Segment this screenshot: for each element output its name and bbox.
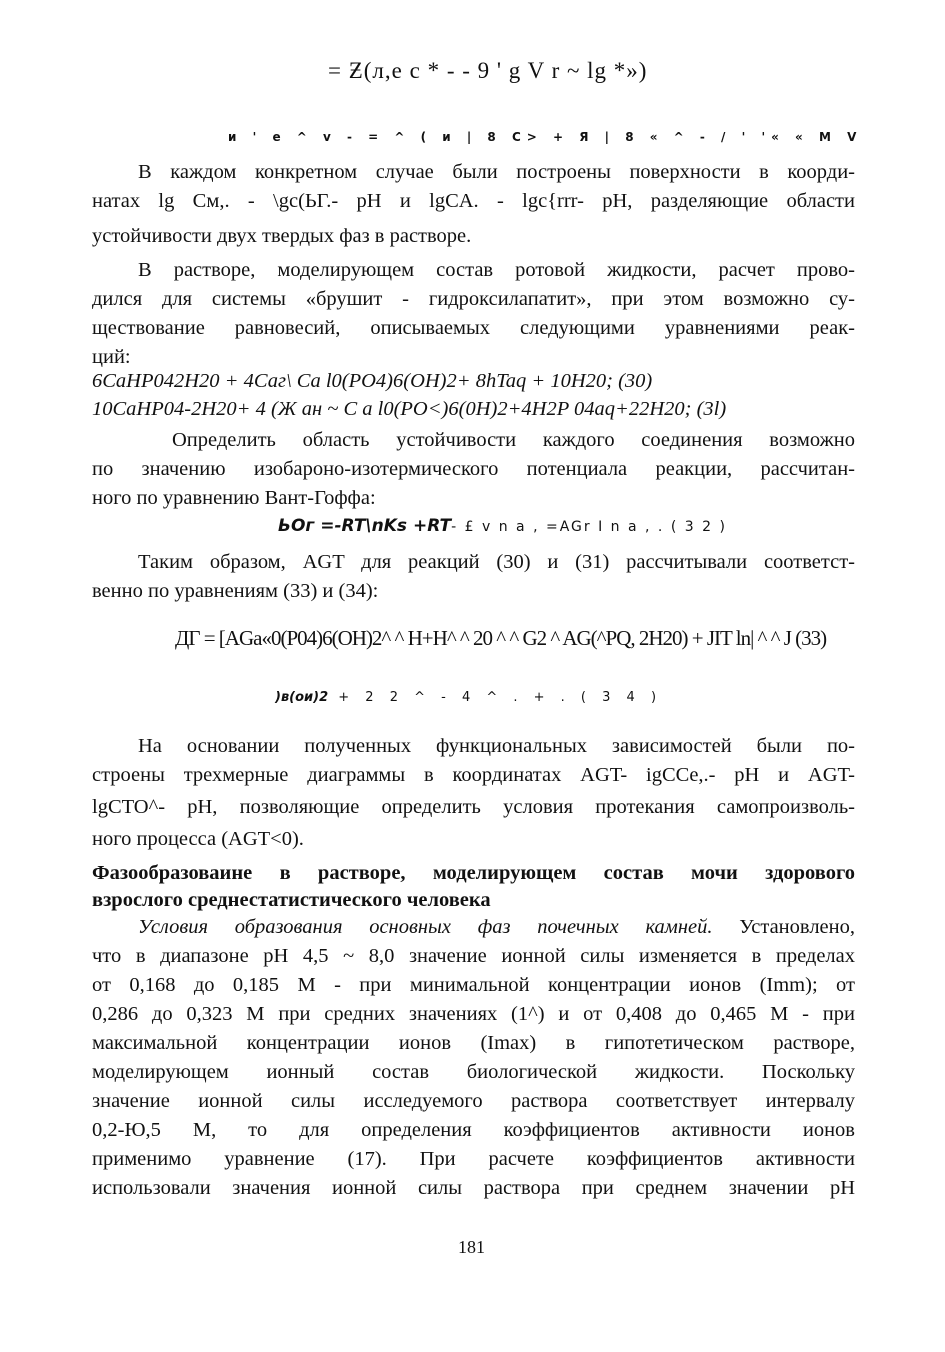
paragraph-6: [92, 913, 855, 1203]
heading-line: взрослого среднестатистического человека: [92, 889, 491, 911]
garbled-equation-line: и ' е ^ v - = ^ ( и | 8 С> + Я | 8 « ^ - / ' '« « М V: [228, 130, 863, 144]
paragraph-line: ного по уравнению Вант-Гоффа:: [92, 487, 376, 509]
paragraph-line: В каждом конкретном случае были построены поверхности в коорди-: [138, 161, 855, 183]
paragraph-3: [92, 426, 855, 513]
paragraph-line: венно по уравнениям (33) и (34):: [92, 580, 379, 602]
equation-top: = Ƶ(л,е с * - - 9 ' g V r ~ lg *»): [328, 58, 648, 83]
paragraph-2: [92, 256, 855, 372]
paragraph-line: ществование равновесий, описываемых следующими уравнениями реак-: [92, 317, 855, 339]
paragraph-line: ного процесса (AGT<0).: [92, 828, 304, 850]
italic-lead: Условия образования основных фаз почечных камней.: [138, 916, 713, 938]
paragraph-line: В растворе, моделирующем состав ротовой жидкости, расчет прово-: [138, 259, 855, 281]
paragraph-line: максимальной концентрации ионов (Imax) в гипотетическом растворе,: [92, 1032, 855, 1054]
equation-31: 10CaHP04-2H20+ 4 (Ж ан ~ C a l0(PO<)6(0H)2+4H2P 04aq+22H20; (3l): [92, 398, 727, 420]
paragraph-line: Таким образом, AGT для реакций (30) и (31) рассчитывали соответст-: [138, 551, 855, 573]
paragraph-1: [92, 158, 855, 251]
paragraph-line: 0,286 до 0,323 М при средних значениях (1^) и от 0,408 до 0,465 М - при: [92, 1003, 855, 1025]
equation-32-main: ЬОг =-RT\nKs +RT: [278, 516, 452, 536]
paragraph-line: применимо уравнение (17). При расчете коэффициентов активности: [92, 1148, 855, 1170]
paragraph-line: ций:: [92, 346, 131, 368]
equation-30: 6CaHP042H20 + 4Саг\ Ca l0(PO4)6(OH)2+ 8hTaq + 10H20; (30): [92, 370, 653, 392]
paragraph-line: Определить область устойчивости каждого соединения возможно: [172, 429, 855, 451]
paragraph-line: lgCTO^- pH, позволяющие определить условия протекания самопроизволь-: [92, 796, 855, 818]
paragraph-line: строены трехмерные диаграммы в координатах AGT- igCCe,.- pH и AGT-: [92, 764, 855, 786]
paragraph-line: На основании полученных функциональных зависимостей были по-: [138, 735, 855, 757]
paragraph-line: использовали значения ионной силы раствора при среднем значении pH: [92, 1177, 855, 1199]
paragraph-5: [92, 732, 855, 854]
equation-33: ДГ = [AGa«0(P04)6(OH)2^ ^ H+H^ ^ 20 ^ ^ G2 ^ AG(^PQ, 2H20) + JIT ln| ^ ^ J (33): [175, 626, 827, 650]
page-number: 181: [458, 1237, 485, 1257]
paragraph-line: от 0,168 до 0,185 М - при минимальной концентрации ионов (Imm); от: [92, 974, 855, 996]
paragraph-line: по значению изобароно-изотермического потенциала реакции, рассчитан-: [92, 458, 855, 480]
equation-32: [278, 516, 727, 536]
equation-34-main: )в(ои)2: [275, 690, 329, 705]
equation-34: [275, 690, 662, 705]
paragraph-line: дился для системы «брушит - гидроксилапатит», при этом возможно су-: [92, 288, 855, 310]
paragraph-line: Условия образования основных фаз почечных камней. Установлено,: [138, 916, 855, 938]
paragraph-line: что в диапазоне pH 4,5 ~ 8,0 значение ионной силы изменяется в пределах: [92, 945, 855, 967]
equation-32-rest: - £ v n a , =AGr I n a , . ( 3 2 ): [451, 519, 727, 535]
paragraph-line: натах lg См,. - \gc(ЬГ.- pH и lgCA. - lgc{rrr- pH, разделяющие области: [92, 190, 855, 212]
paragraph-line: значение ионной силы исследуемого раствора соответствует интервалу: [92, 1090, 855, 1112]
paragraph-line: 0,2-Ю,5 М, то для определения коэффициентов активности ионов: [92, 1119, 855, 1141]
equation-34-rest: + 2 2 ^ - 4 ^ . + . ( 3 4 ): [328, 690, 663, 705]
heading-line: Фазообразоваине в растворе, моделирующем состав мочи здорового: [92, 862, 855, 884]
paragraph-line: устойчивости двух твердых фаз в растворе.: [92, 225, 472, 247]
paragraph-4: [92, 548, 855, 606]
paragraph-line: моделирующем ионный состав биологической жидкости. Поскольку: [92, 1061, 855, 1083]
section-heading: [92, 860, 855, 914]
